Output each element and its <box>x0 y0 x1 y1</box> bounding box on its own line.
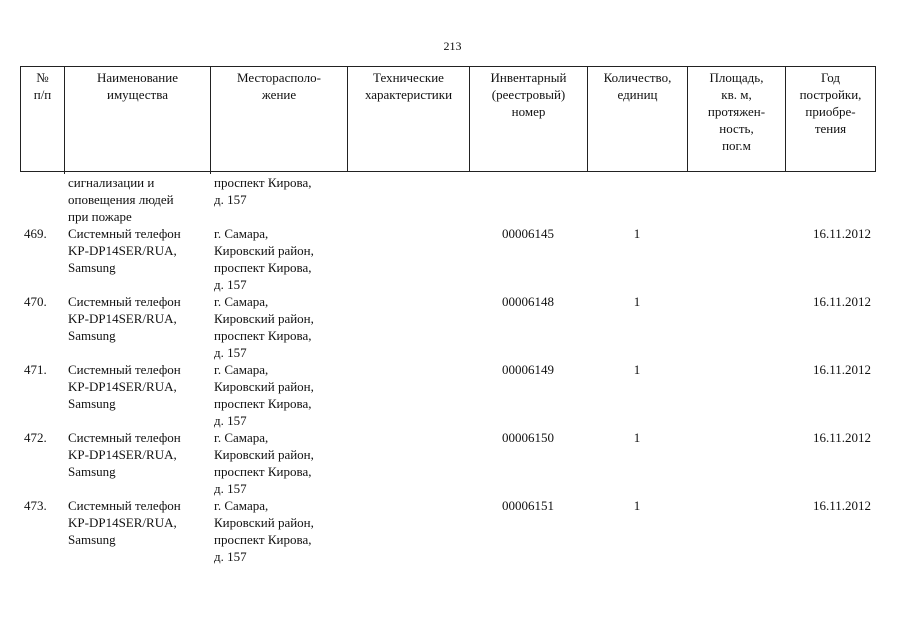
row-area <box>687 497 785 565</box>
row-location: г. Самара, Кировский район, проспект Кирова, д. 157 <box>214 226 314 292</box>
column-header-number: № п/п <box>21 67 65 172</box>
row-number: 471. <box>24 362 47 377</box>
row-quantity: 1 <box>633 498 641 513</box>
table-header <box>20 66 876 172</box>
row-quantity: 1 <box>633 430 641 445</box>
row-inventory: 00006148 <box>502 294 554 309</box>
row-area <box>687 429 785 497</box>
continuation-location: проспект Кирова, д. 157 <box>214 175 312 207</box>
row-number: 469. <box>24 226 47 241</box>
column-header-area: Площадь, кв. м, протяжен- ность, пог.м <box>688 67 786 172</box>
row-tech <box>347 225 469 293</box>
column-header-name: Наименование имущества <box>65 67 211 172</box>
row-area <box>687 293 785 361</box>
row-inventory: 00006145 <box>502 226 554 241</box>
row-number: 473. <box>24 498 47 513</box>
column-header-inventory: Инвентарный (реестровый) номер <box>470 67 588 172</box>
table-row <box>20 361 875 429</box>
row-year: 16.11.2012 <box>812 226 871 241</box>
row-area <box>687 361 785 429</box>
row-name: Системный телефон KP-DP14SER/RUA, Samsung <box>68 498 181 547</box>
continuation-name: сигнализации и оповещения людей при пожаре <box>68 175 174 224</box>
row-year: 16.11.2012 <box>812 498 871 513</box>
row-number: 472. <box>24 430 47 445</box>
table-row <box>20 497 875 565</box>
row-location: г. Самара, Кировский район, проспект Кирова, д. 157 <box>214 498 314 564</box>
row-name: Системный телефон KP-DP14SER/RUA, Samsung <box>68 362 181 411</box>
column-divider <box>64 166 65 174</box>
row-name: Системный телефон KP-DP14SER/RUA, Samsung <box>68 294 181 343</box>
row-name: Системный телефон KP-DP14SER/RUA, Samsung <box>68 430 181 479</box>
row-number: 470. <box>24 294 47 309</box>
row-quantity: 1 <box>633 294 641 309</box>
row-location: г. Самара, Кировский район, проспект Кирова, д. 157 <box>214 362 314 428</box>
row-tech <box>347 361 469 429</box>
table-body <box>20 174 875 565</box>
row-tech <box>347 293 469 361</box>
row-area <box>687 225 785 293</box>
row-inventory: 00006149 <box>502 362 554 377</box>
table-row <box>20 293 875 361</box>
column-header-location: Месторасполо- жение <box>211 67 348 172</box>
table-row-continuation <box>20 174 875 225</box>
row-year: 16.11.2012 <box>812 294 871 309</box>
column-divider <box>210 166 211 174</box>
column-header-quantity: Количество, единиц <box>588 67 688 172</box>
page-number: 213 <box>443 39 462 53</box>
table-row <box>20 429 875 497</box>
row-location: г. Самара, Кировский район, проспект Кирова, д. 157 <box>214 294 314 360</box>
table-row <box>20 225 875 293</box>
row-tech <box>347 497 469 565</box>
row-quantity: 1 <box>633 362 641 377</box>
column-header-tech: Технические характеристики <box>348 67 470 172</box>
row-name: Системный телефон KP-DP14SER/RUA, Samsung <box>68 226 181 275</box>
row-inventory: 00006151 <box>502 498 554 513</box>
row-tech <box>347 429 469 497</box>
row-year: 16.11.2012 <box>812 362 871 377</box>
row-quantity: 1 <box>633 226 641 241</box>
row-location: г. Самара, Кировский район, проспект Кирова, д. 157 <box>214 430 314 496</box>
column-header-year: Год постройки, приобре- тения <box>786 67 876 172</box>
row-inventory: 00006150 <box>502 430 554 445</box>
row-year: 16.11.2012 <box>812 430 871 445</box>
